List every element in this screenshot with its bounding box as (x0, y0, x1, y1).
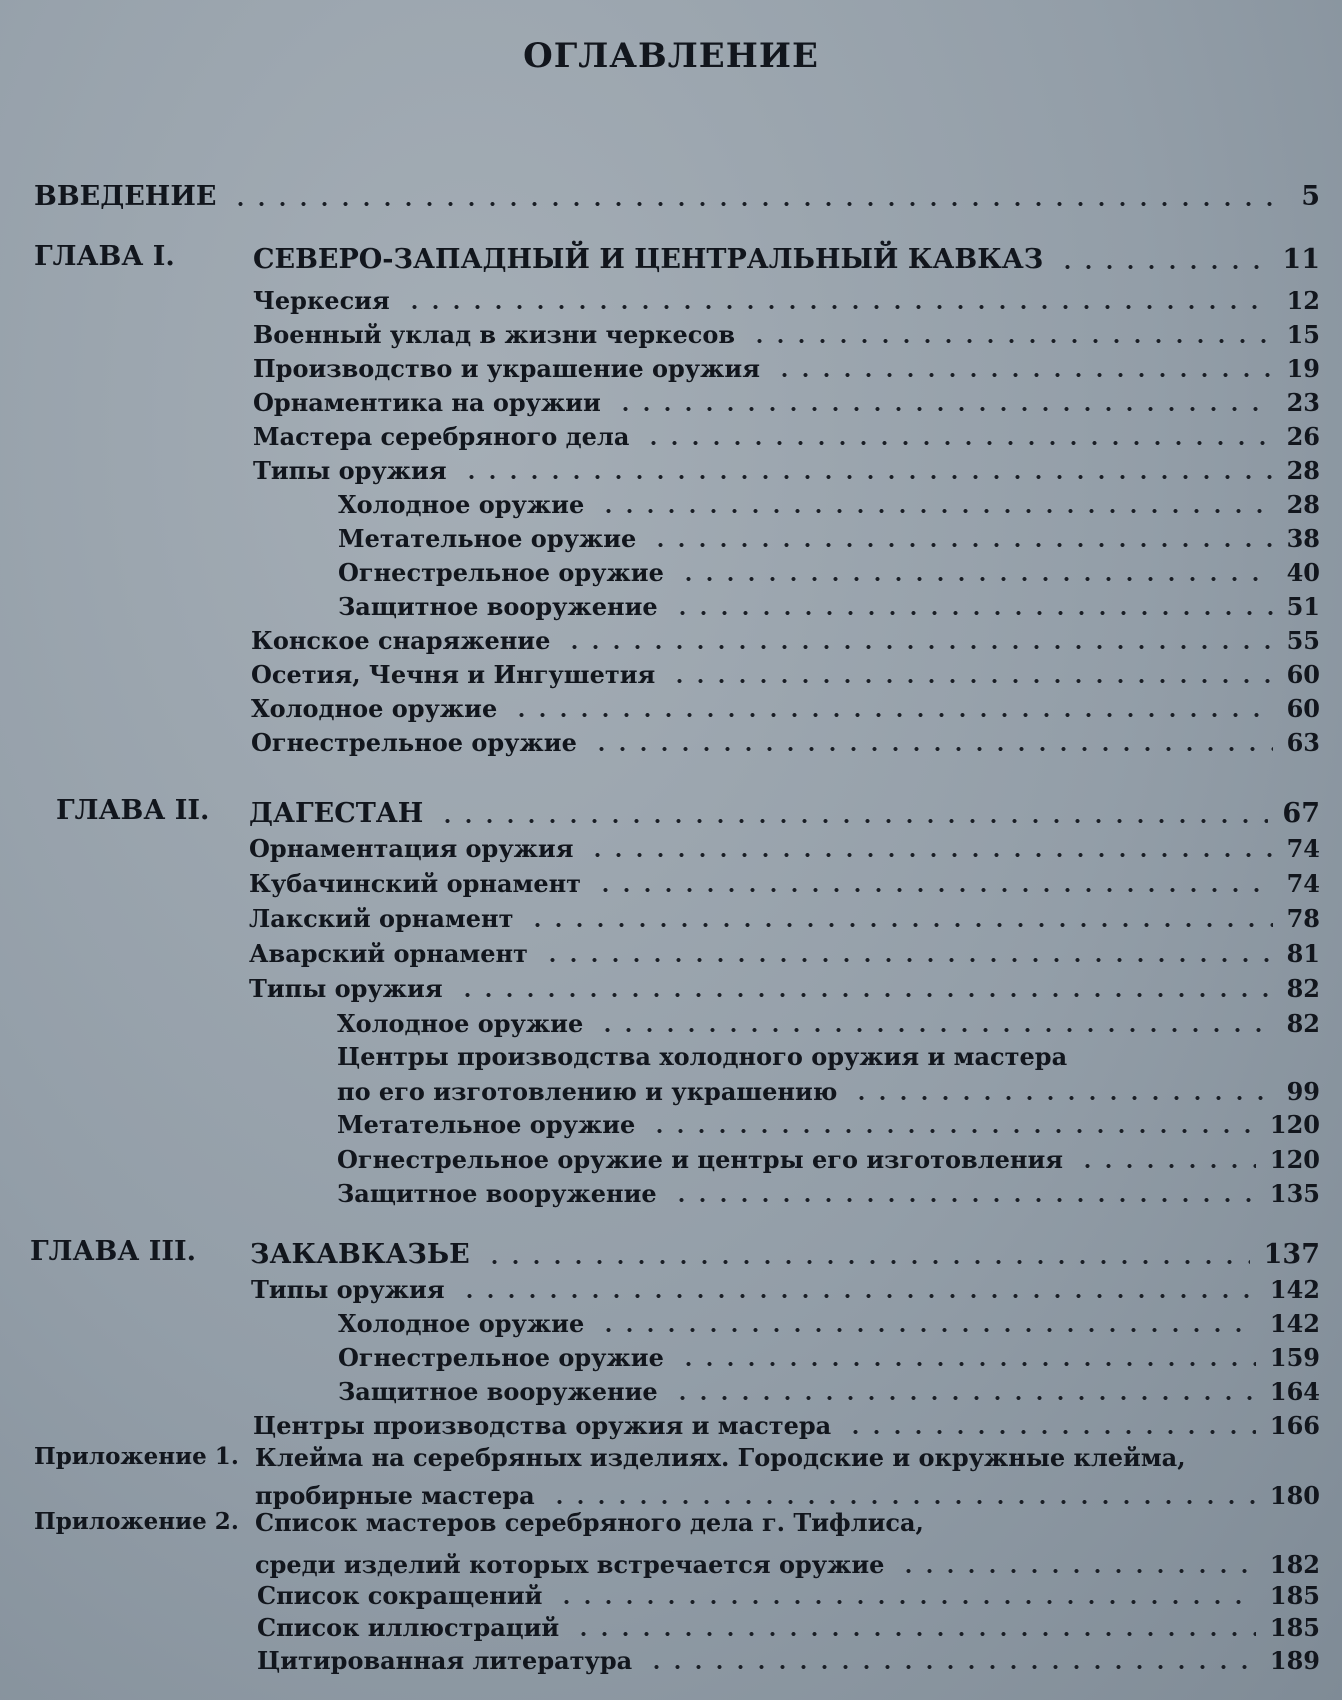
toc-entry-chapter-3[interactable] (250, 1236, 1320, 1270)
dot-leader (774, 373, 1273, 377)
toc-entry-line: Клейма на серебряных изделиях. Городские и окружные клейма, (255, 1443, 1186, 1472)
toc-entry-intro[interactable] (34, 178, 1320, 212)
entry-text: Мастера серебряного дела (253, 422, 630, 451)
entry-text: Метательное оружие (338, 524, 637, 553)
toc-entry-nested[interactable] (337, 1176, 1320, 1208)
page-number: 15 (1286, 320, 1320, 349)
entry-text: пробирные мастера (255, 1481, 535, 1510)
dot-leader (564, 645, 1272, 649)
dot-leader (671, 1198, 1256, 1202)
toc-entry-appendix-2[interactable] (255, 1545, 1320, 1579)
entry-text: Производство и украшение оружия (253, 354, 760, 383)
page-number: 82 (1286, 1009, 1320, 1038)
entry-text: Аварский орнамент (249, 939, 528, 968)
entry-text: Типы оружия (253, 456, 447, 485)
dot-leader (230, 202, 1276, 206)
entry-text: ВВЕДЕНИЕ (34, 181, 217, 212)
toc-entry-nested[interactable] (338, 1374, 1320, 1406)
dot-leader (404, 305, 1273, 309)
dot-leader (461, 475, 1273, 479)
toc-entry[interactable] (253, 385, 1320, 417)
toc-entry[interactable] (251, 623, 1320, 655)
page-number: 81 (1286, 939, 1320, 968)
page-number: 120 (1269, 1110, 1320, 1139)
entry-text: Огнестрельное оружие (251, 728, 577, 757)
page-number: 11 (1282, 244, 1320, 275)
dot-leader (898, 1569, 1255, 1573)
toc-entry[interactable] (251, 1272, 1320, 1304)
page-number: 74 (1286, 834, 1320, 863)
dot-leader (649, 1129, 1256, 1133)
toc-entry-nested[interactable] (337, 1074, 1320, 1106)
dot-leader (845, 1430, 1256, 1434)
entry-text: Список сокращений (257, 1581, 543, 1610)
toc-entry[interactable] (249, 936, 1320, 968)
entry-text: по его изготовлению и украшению (337, 1077, 838, 1106)
dot-leader (595, 888, 1273, 892)
dot-leader (598, 1328, 1256, 1332)
entry-text: Военный уклад в жизни черкесов (253, 320, 736, 349)
entry-text: Осетия, Чечня и Ингушетия (251, 660, 656, 689)
entry-text: Холодное оружие (251, 694, 498, 723)
page-number: 28 (1286, 490, 1320, 519)
dot-leader (851, 1096, 1272, 1100)
appendix-label: Приложение 2. (34, 1508, 239, 1535)
page-number: 99 (1286, 1077, 1320, 1106)
entry-text: Орнаментация оружия (249, 834, 574, 863)
appendix-label: Приложение 1. (34, 1443, 239, 1470)
entry-text: Защитное вооружение (338, 592, 658, 621)
entry-text: Кубачинский орнамент (249, 869, 582, 898)
dot-leader (484, 1260, 1250, 1264)
page-number: 5 (1301, 181, 1320, 212)
toc-entry[interactable] (249, 866, 1320, 898)
page-number: 142 (1269, 1309, 1320, 1338)
toc-entry[interactable] (253, 453, 1320, 485)
page-number: 19 (1286, 354, 1320, 383)
dot-leader (749, 339, 1273, 343)
page-number: 38 (1286, 524, 1320, 553)
entry-text: Черкесия (253, 286, 390, 315)
entry-text: Список иллюстраций (257, 1613, 560, 1642)
entry-text: Метательное оружие (337, 1110, 636, 1139)
dot-leader (459, 1294, 1256, 1298)
dot-leader (669, 679, 1272, 683)
page-number: 164 (1269, 1377, 1320, 1406)
toc-entry[interactable] (251, 725, 1320, 757)
toc-entry[interactable] (251, 657, 1320, 689)
dot-leader (437, 819, 1268, 823)
toc-entry[interactable] (257, 1643, 1320, 1675)
dot-leader (527, 923, 1272, 927)
dot-leader (1077, 1164, 1256, 1168)
toc-entry-nested[interactable] (338, 1306, 1320, 1338)
dot-leader (672, 1396, 1256, 1400)
page-number: 120 (1269, 1145, 1320, 1174)
page-number: 159 (1269, 1343, 1320, 1372)
entry-text: Холодное оружие (338, 1309, 585, 1338)
entry-text: Защитное вооружение (337, 1179, 657, 1208)
entry-text: Огнестрельное оружие (338, 1343, 664, 1372)
entry-text: Огнестрельное оружие (338, 558, 664, 587)
entry-text: среди изделий которых встречается оружие (255, 1550, 885, 1579)
chapter-label: ГЛАВА I. (34, 241, 175, 272)
toc-entry[interactable] (253, 1408, 1320, 1440)
dot-leader (542, 958, 1273, 962)
dot-leader (615, 407, 1273, 411)
page-number: 185 (1269, 1613, 1320, 1642)
page-number: 40 (1286, 558, 1320, 587)
page-number: 23 (1286, 388, 1320, 417)
toc-entry-line: Список мастеров серебряного дела г. Тифлиса, (255, 1508, 924, 1537)
dot-leader (587, 853, 1272, 857)
page-number: 137 (1263, 1239, 1320, 1270)
chapter-label: ГЛАВА II. (56, 795, 210, 826)
entry-text: Холодное оружие (338, 490, 585, 519)
dot-leader (457, 993, 1273, 997)
entry-text: Орнаментика на оружии (253, 388, 601, 417)
dot-leader (643, 441, 1272, 445)
chapter-label: ГЛАВА III. (30, 1236, 197, 1267)
toc-entry-nested[interactable] (338, 1340, 1320, 1372)
page-number: 182 (1269, 1550, 1320, 1579)
entry-text: Центры производства оружия и мастера (253, 1411, 832, 1440)
toc-entry-nested[interactable] (338, 555, 1320, 587)
page-number: 166 (1269, 1411, 1320, 1440)
toc-entry-chapter-1[interactable] (253, 241, 1320, 275)
entry-text: Типы оружия (249, 974, 443, 1003)
dot-leader (650, 543, 1272, 547)
toc-entry[interactable] (253, 317, 1320, 349)
entry-text: Цитированная литература (257, 1646, 633, 1675)
entry-text: ЗАКАВКАЗЬЕ (250, 1239, 470, 1270)
entry-text: Защитное вооружение (338, 1377, 658, 1406)
page-number: 189 (1269, 1646, 1320, 1675)
dot-leader (549, 1500, 1256, 1504)
page-number: 185 (1269, 1581, 1320, 1610)
dot-leader (646, 1665, 1256, 1669)
page-number: 142 (1269, 1275, 1320, 1304)
page-number: 63 (1286, 728, 1320, 757)
toc-entry[interactable] (251, 691, 1320, 723)
page-number: 28 (1286, 456, 1320, 485)
toc-entry-nested[interactable] (337, 1142, 1320, 1174)
toc-entry[interactable] (249, 901, 1320, 933)
page-number: 180 (1269, 1481, 1320, 1510)
dot-leader (591, 747, 1273, 751)
entry-text: Лакский орнамент (249, 904, 514, 933)
page-number: 51 (1286, 592, 1320, 621)
toc-entry-nested[interactable] (338, 521, 1320, 553)
toc-entry[interactable] (257, 1610, 1320, 1642)
dot-leader (556, 1600, 1255, 1604)
page-number: 55 (1286, 626, 1320, 655)
toc-entry-line: Центры производства холодного оружия и мастера (337, 1042, 1068, 1071)
dot-leader (678, 1362, 1256, 1366)
dot-leader (598, 509, 1272, 513)
page-number: 12 (1286, 286, 1320, 315)
dot-leader (678, 577, 1273, 581)
page-number: 26 (1286, 422, 1320, 451)
toc-entry[interactable] (249, 971, 1320, 1003)
toc-entry[interactable] (249, 831, 1320, 863)
entry-text: Типы оружия (251, 1275, 445, 1304)
toc-entry[interactable] (253, 283, 1320, 315)
toc-entry[interactable] (253, 351, 1320, 383)
dot-leader (597, 1028, 1272, 1032)
toc-entry[interactable] (253, 419, 1320, 451)
toc-entry-nested[interactable] (337, 1006, 1320, 1038)
dot-leader (1057, 265, 1268, 269)
dot-leader (672, 611, 1273, 615)
toc-entry-chapter-2[interactable] (249, 795, 1320, 829)
dot-leader (511, 713, 1272, 717)
entry-text: ДАГЕСТАН (249, 798, 424, 829)
page-number: 74 (1286, 869, 1320, 898)
dot-leader (573, 1632, 1256, 1636)
toc-entry[interactable] (257, 1578, 1320, 1610)
page-number: 60 (1286, 694, 1320, 723)
toc-entry-nested[interactable] (338, 589, 1320, 621)
toc-heading: ОГЛАВЛЕНИЕ (523, 36, 819, 76)
page-number: 135 (1269, 1179, 1320, 1208)
entry-text: Конское снаряжение (251, 626, 551, 655)
toc-entry-appendix-1[interactable] (255, 1476, 1320, 1510)
toc-entry-nested[interactable] (338, 487, 1320, 519)
entry-text: Холодное оружие (337, 1009, 584, 1038)
entry-text: Огнестрельное оружие и центры его изготовления (337, 1145, 1064, 1174)
page-number: 67 (1282, 798, 1320, 829)
toc-entry-nested[interactable] (337, 1107, 1320, 1139)
page-number: 60 (1286, 660, 1320, 689)
page-number: 82 (1286, 974, 1320, 1003)
entry-text: СЕВЕРО-ЗАПАДНЫЙ И ЦЕНТРАЛЬНЫЙ КАВКАЗ (253, 244, 1044, 275)
page-number: 78 (1286, 904, 1320, 933)
